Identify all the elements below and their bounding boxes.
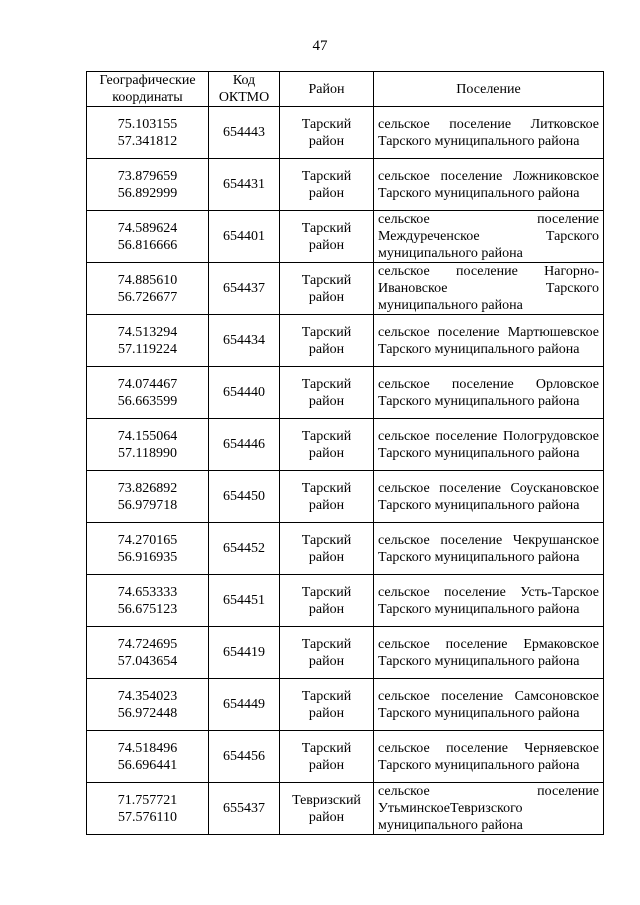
district-cell: Тарский район: [280, 731, 374, 783]
coordinates-cell: [87, 575, 209, 627]
coordinates-cell: [87, 731, 209, 783]
settlement-cell: сельское поселение Литковское Тарского муниципального района: [374, 107, 604, 159]
coordinates-cell: [87, 263, 209, 315]
settlement-cell: сельское поселение Ермаковское Тарского муниципального района: [374, 627, 604, 679]
table-row: [87, 523, 604, 575]
latitude-value: 56.916935: [117, 549, 178, 565]
settlements-table: [86, 71, 604, 835]
header-settlement: Поселение: [374, 72, 604, 107]
longitude-value: 74.589624: [117, 220, 178, 236]
longitude-value: 74.724695: [117, 636, 178, 652]
coordinates-cell: [87, 523, 209, 575]
table-row: [87, 263, 604, 315]
oktmo-cell: 654434: [209, 315, 280, 367]
latitude-value: 56.972448: [117, 705, 178, 721]
table-row: [87, 315, 604, 367]
settlement-cell: сельское поселение Мартюшевское Тарского муниципального района: [374, 315, 604, 367]
longitude-value: 74.074467: [117, 376, 178, 392]
longitude-value: 74.270165: [117, 532, 178, 548]
latitude-value: 57.119224: [118, 341, 177, 357]
oktmo-cell: 655437: [209, 783, 280, 835]
coordinates-cell: [87, 211, 209, 263]
header-district: Район: [280, 72, 374, 107]
coordinates-cell: [87, 679, 209, 731]
header-coordinates: Географические координаты: [87, 72, 209, 107]
oktmo-cell: 654449: [209, 679, 280, 731]
settlement-cell: сельское поселение Пологрудовское Тарского муниципального района: [374, 419, 604, 471]
settlement-cell: сельское поселение Орловское Тарского муниципального района: [374, 367, 604, 419]
coordinates-cell: [87, 627, 209, 679]
oktmo-cell: 654443: [209, 107, 280, 159]
table-row: [87, 731, 604, 783]
latitude-value: 56.726677: [117, 289, 178, 305]
district-cell: Тарский район: [280, 107, 374, 159]
settlement-cell: сельское поселение Самсоновское Тарского муниципального района: [374, 679, 604, 731]
district-cell: Тарский район: [280, 419, 374, 471]
district-cell: Тарский район: [280, 263, 374, 315]
latitude-value: 56.892999: [117, 185, 178, 201]
coordinates-cell: [87, 419, 209, 471]
settlement-cell: сельское поселение Соускановское Тарского муниципального района: [374, 471, 604, 523]
oktmo-cell: 654456: [209, 731, 280, 783]
latitude-value: 57.576110: [118, 809, 177, 825]
table-row: [87, 419, 604, 471]
oktmo-cell: 654431: [209, 159, 280, 211]
table-row: [87, 627, 604, 679]
table-row: [87, 679, 604, 731]
latitude-value: 56.663599: [117, 393, 178, 409]
table-header: [87, 72, 604, 107]
table-body: [87, 107, 604, 835]
oktmo-cell: 654440: [209, 367, 280, 419]
longitude-value: 74.354023: [117, 688, 178, 704]
settlement-cell: сельское поселение Междуреченское Тарского муниципального района: [374, 211, 604, 263]
table-row: [87, 159, 604, 211]
longitude-value: 74.885610: [117, 272, 178, 288]
district-cell: Тарский район: [280, 367, 374, 419]
coordinates-cell: [87, 315, 209, 367]
latitude-value: 56.696441: [117, 757, 178, 773]
coordinates-cell: [87, 783, 209, 835]
table-row: [87, 471, 604, 523]
latitude-value: 57.043654: [117, 653, 178, 669]
coordinates-cell: [87, 367, 209, 419]
table-row: [87, 575, 604, 627]
settlement-cell: сельское поселение Чекрушанское Тарского муниципального района: [374, 523, 604, 575]
table-row: [87, 107, 604, 159]
coordinates-cell: [87, 107, 209, 159]
district-cell: Тарский район: [280, 159, 374, 211]
oktmo-cell: 654401: [209, 211, 280, 263]
longitude-value: 74.653333: [117, 584, 178, 600]
table-row: [87, 211, 604, 263]
oktmo-cell: 654419: [209, 627, 280, 679]
latitude-value: 56.675123: [117, 601, 178, 617]
page-number: 47: [312, 38, 328, 54]
longitude-value: 74.513294: [117, 324, 178, 340]
header-oktmo: Код ОКТМО: [209, 72, 280, 107]
table-row: [87, 783, 604, 835]
oktmo-cell: 654446: [209, 419, 280, 471]
oktmo-cell: 654452: [209, 523, 280, 575]
district-cell: Тарский район: [280, 679, 374, 731]
settlement-cell: сельское поселение Нагорно-Ивановское Тарского муниципального района: [374, 263, 604, 315]
district-cell: Тарский район: [280, 471, 374, 523]
district-cell: Тарский район: [280, 523, 374, 575]
settlement-cell: сельское поселение Ложниковское Тарского муниципального района: [374, 159, 604, 211]
district-cell: Тевризский район: [280, 783, 374, 835]
latitude-value: 57.118990: [118, 445, 177, 461]
latitude-value: 57.341812: [117, 133, 178, 149]
header-row: [87, 72, 604, 107]
longitude-value: 71.757721: [117, 792, 178, 808]
coordinates-cell: [87, 159, 209, 211]
district-cell: Тарский район: [280, 211, 374, 263]
oktmo-cell: 654437: [209, 263, 280, 315]
settlement-cell: сельское поселение Черняевское Тарского муниципального района: [374, 731, 604, 783]
district-cell: Тарский район: [280, 627, 374, 679]
district-cell: Тарский район: [280, 575, 374, 627]
longitude-value: 73.879659: [117, 168, 178, 184]
oktmo-cell: 654451: [209, 575, 280, 627]
settlement-cell: сельское поселение УтьминскоеТевризского муниципального района: [374, 783, 604, 835]
settlement-cell: сельское поселение Усть-Тарское Тарского муниципального района: [374, 575, 604, 627]
longitude-value: 75.103155: [117, 116, 178, 132]
district-cell: Тарский район: [280, 315, 374, 367]
coordinates-cell: [87, 471, 209, 523]
longitude-value: 74.155064: [117, 428, 178, 444]
longitude-value: 73.826892: [117, 480, 178, 496]
table-row: [87, 367, 604, 419]
latitude-value: 56.816666: [117, 237, 178, 253]
latitude-value: 56.979718: [117, 497, 178, 513]
oktmo-cell: 654450: [209, 471, 280, 523]
longitude-value: 74.518496: [117, 740, 178, 756]
